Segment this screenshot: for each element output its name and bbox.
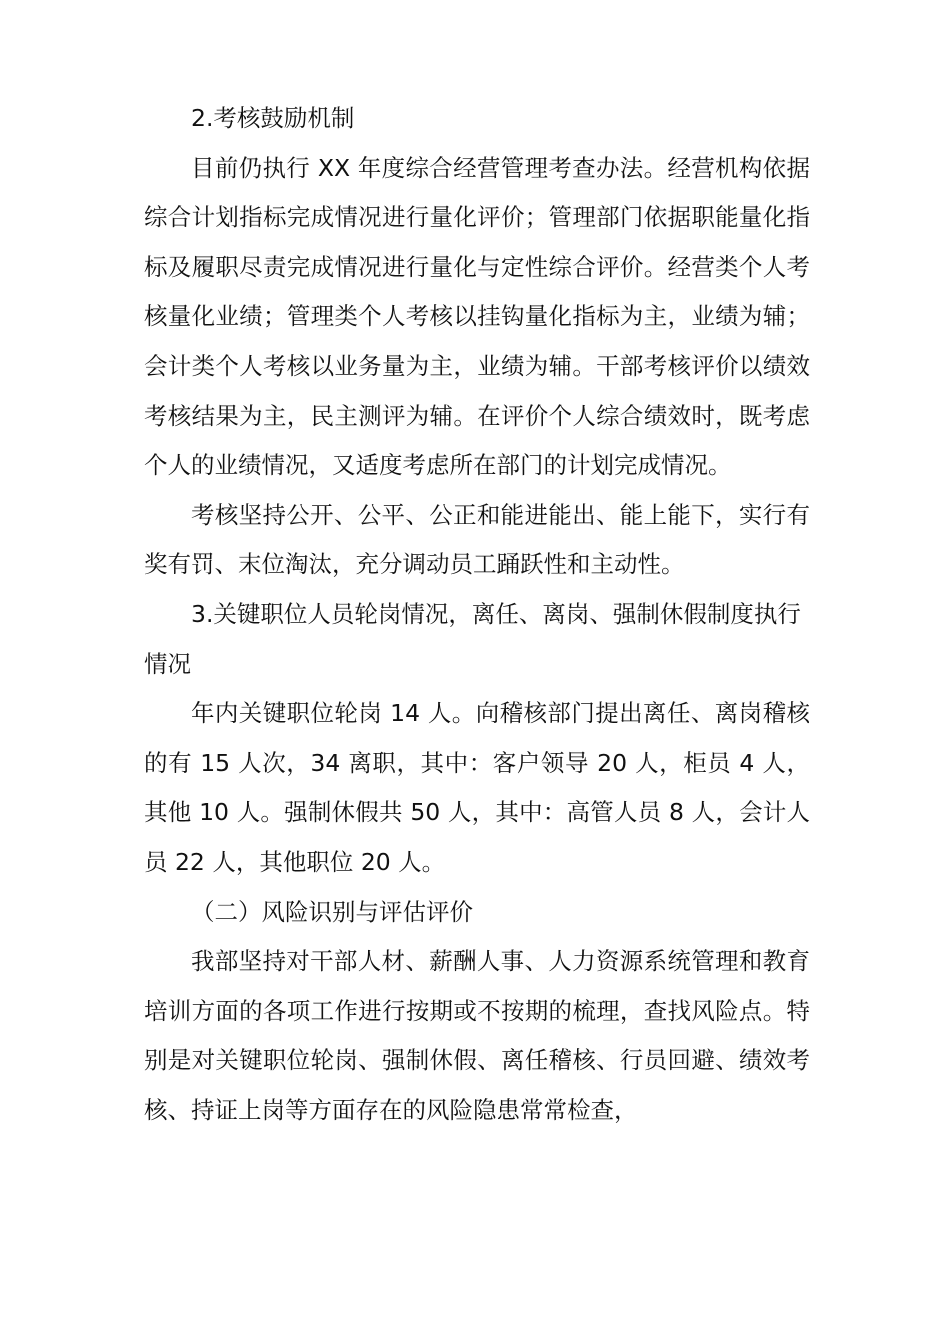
paragraph-assessment-method: 目前仍执行 XX 年度综合经营管理考查办法。经营机构依据综合计划指标完成情况进行量化评价；管理部门依据职能量化指标及履职尽责完成情况进行量化与定性综合评价。经营类个人考核量化业绩；管理类个人考核以挂钩量化指标为主，业绩为辅；会计类个人考核以业务量为主，业绩为辅。干部考核评价以绩效考核结果为主，民主测评为辅。在评价个人综合绩效时，既考虑个人的业绩情况，又适度考虑所在部门的计划完成情况。 — [144, 153, 810, 480]
paragraph-assessment-principles: 考核坚持公开、公平、公正和能进能出、能上能下，实行有奖有罚、末位淘汰，充分调动员工踊跃性和主动性。 — [144, 500, 810, 579]
document-body — [144, 94, 810, 1135]
section-heading-risk-identification: （二）风险识别与评估评价 — [191, 897, 473, 926]
paragraph-risk-review: 我部坚持对干部人材、薪酬人事、人力资源系统管理和教育培训方面的各项工作进行按期或不按期的梳理，查找风险点。特别是对关键职位轮岗、强制休假、离任稽核、行员回避、绩效考核、持证上岗等方面存在的风险隐患常常检查， — [144, 947, 810, 1124]
section-heading-job-rotation: 3.关键职位人员轮岗情况，离任、离岗、强制休假制度执行情况 — [144, 599, 801, 678]
paragraph-rotation-statistics: 年内关键职位轮岗 14 人。向稽核部门提出离任、离岗稽核的有 15 人次，34 离职，其中：客户领导 20 人，柜员 4 人，其他 10 人。强制休假共 50 人，其中：高管人员 8 人，会计人员 22 人，其他职位 20 人。 — [144, 699, 810, 876]
section-heading-assessment-incentive: 2.考核鼓励机制 — [191, 104, 355, 132]
